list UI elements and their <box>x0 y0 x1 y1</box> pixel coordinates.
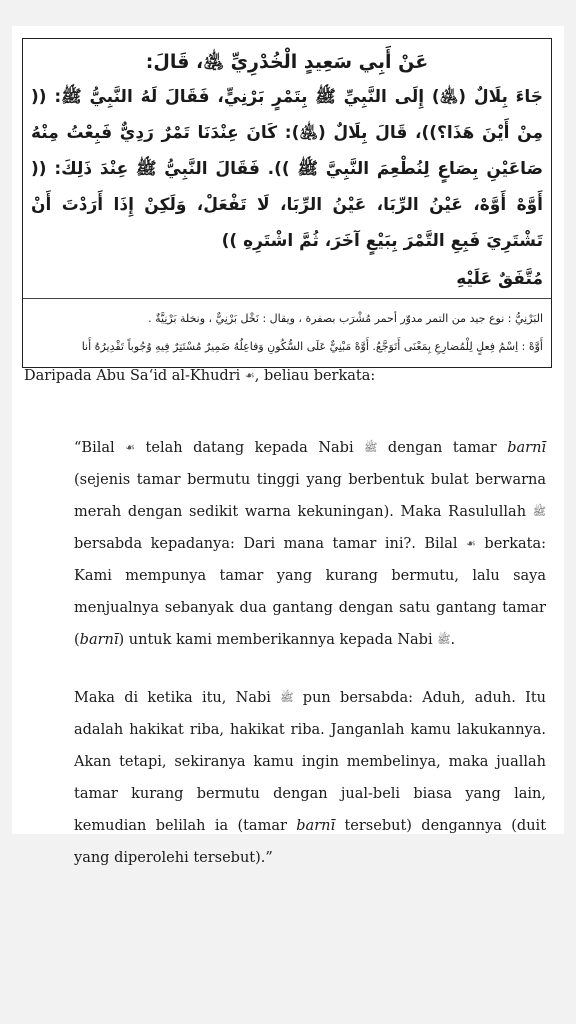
quote-part: bersabda kepadanya: Dari mana tamar ini?. Bilal <box>74 536 458 552</box>
intro-text-end: , beliau berkata: <box>254 368 376 384</box>
term-barni: barnī <box>507 440 547 456</box>
quote-part: dengan tamar <box>387 440 497 456</box>
glossary-note-barni: البَرْنِيُّ : نوع جيد من التمر مدوّر أحمر مُشْرَب بصفرة ، ويقال : نَخْل بَرْنِيٌّ ، ونخلة بَرْنِيَّةٌ . <box>148 312 543 325</box>
quote-part: “Bilal <box>74 440 115 456</box>
term-barni: barnī <box>79 632 119 648</box>
translation-quote <box>74 432 546 656</box>
translation-second-paragraph <box>74 682 546 874</box>
quote-part: berkata: Kami mempunya tamar yang kurang bermutu, lalu saya menjualnya sebanyak dua gantang dengan satu gantang tamar ( <box>74 536 547 648</box>
glossary-note-awwah: أَوَّهْ : اِسْمُ فِعلٍ لِلْمُضارِعِ بِمَعْنَى أَتَوَجَّعُ. أَوَّهْ مَبْنِيٌّ عَلَى السُّكُونِ وَفاعِلُهُ ضَمِيرٌ مُسْتَتِرٌ فِيهِ وُجُوباً تَقْدِيرُهُ أَنا <box>81 340 543 353</box>
salawat-icon: ﷺ <box>364 441 378 454</box>
quote-part: ) untuk kami memberikannya kepada Nabi <box>118 632 433 648</box>
para-part: tersebut) dengannya (duit yang diperolehi tersebut).” <box>74 818 547 866</box>
glossary-notes <box>23 301 551 367</box>
salawat-icon: ﷺ <box>437 633 451 646</box>
hadith-source: مُتَّفَقٌ عَلَيْهِ <box>456 269 543 289</box>
quote-part: (sejenis tamar bermutu tinggi yang berbentuk bulat berwarna merah dengan sedikit warna kekuningan). Maka Rasulullah <box>74 472 546 520</box>
hadith-arabic-text: جَاءَ بِلَالٌ (﵁) إِلَى النَّبِيِّ ﷺ بِتَمْرٍ بَرْنِيٍّ، فَقَالَ لَهُ النَّبِيُّ ﷺ: (( مِنْ أَيْنَ هَذَا؟))، قَالَ بِلَالٌ (﵁): كَانَ عِنْدَنَا تَمْرٌ رَدِيٌّ فَبِعْتُ مِنْهُ صَاعَيْنِ بِصَاعٍ لِنُطْعِمَ النَّبِيَّ ﷺ )). فَقَالَ النَّبِيُّ ﷺ عِنْدَ ذَلِكَ: (( أَوَّهْ أَوَّهْ، عَيْنُ الرِّبَا، عَيْنُ الرِّبَا، لَا تَفْعَلْ، وَلَكِنْ إِذَا أَرَدْتَ أَنْ تَشْتَرِيَ فَبِعِ التَّمْرَ بِبَيْعٍ آخَرَ، ثُمَّ اشْتَرِهِ )) <box>31 87 543 251</box>
quote-part: . <box>450 632 456 648</box>
term-barni: barnī <box>296 818 336 834</box>
intro-text: Daripada Abu Sa‘id al-Khudri <box>24 368 241 384</box>
para-part: pun bersabda: Aduh, aduh. Itu adalah hakikat riba, hakikat riba. Janganlah kamu lakukannya. Akan tetapi, sekiranya kamu ingin membelinya, maka juallah tamar kurang bermutu dengan jual-beli biasa yang lain, kemudian belilah ia (tamar <box>74 690 547 834</box>
hadith-narrator-title: عَنْ أَبِي سَعِيدٍ الْخُدْرِيِّ ﵁، قَالَ: <box>145 51 429 73</box>
arabic-hadith-box <box>22 38 552 368</box>
radhiallahu-icon: ☙ <box>466 537 476 550</box>
document-page <box>12 26 564 866</box>
para-part: Maka di ketika itu, Nabi <box>74 690 271 706</box>
radhiallahu-icon: ☙ <box>125 441 136 454</box>
radhiallahu-icon: ☙ <box>244 369 255 382</box>
salawat-icon: ﷺ <box>532 505 547 518</box>
quote-part: telah datang kepada Nabi <box>145 440 354 456</box>
translation-intro <box>24 366 554 386</box>
hadith-text-section <box>23 39 551 299</box>
salawat-icon: ﷺ <box>280 691 294 704</box>
